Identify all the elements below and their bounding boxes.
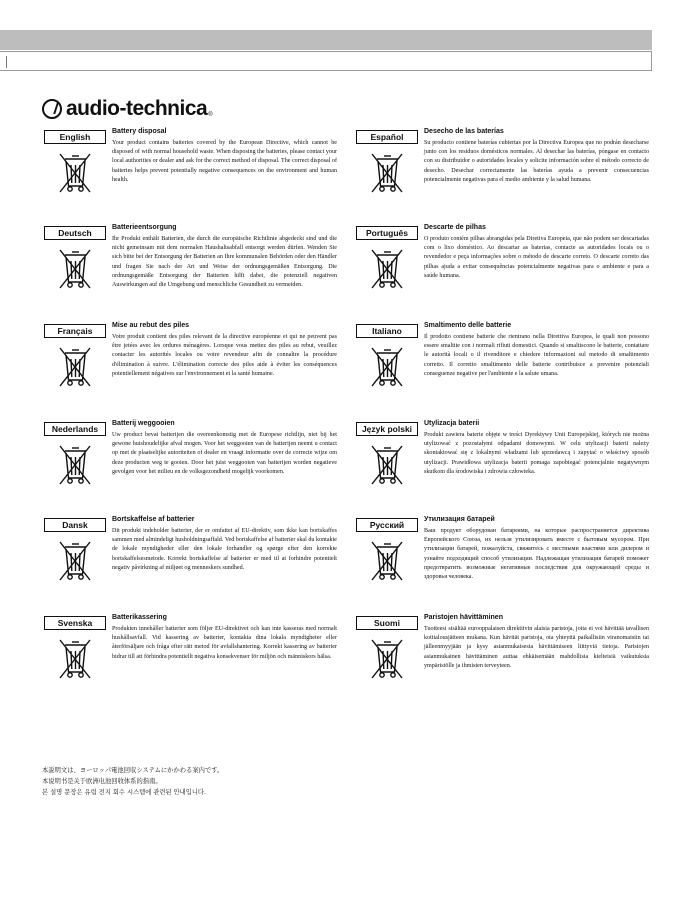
language-label: Nederlands: [44, 422, 106, 436]
section-heading: Утилизация батарей: [424, 516, 495, 523]
language-label: Svenska: [44, 616, 106, 630]
section-body: Il prodotto contiene batterie che rientrano nella Direttiva Europea, le quali non possono essere smaltite con i normali rifiuti domestici. Quando si smaltiscono le batterie, contattare le autorità locali o il rivenditore e chiedere informazioni sul metodo di smaltimento corretto. Il corretto smaltimento delle batterie contribuisce a prevenire potenziali conseguenze negative per l'ambiente e la salute umana.: [424, 334, 649, 377]
section-heading: Mise au rebut des piles: [112, 322, 190, 329]
language-label: English: [44, 130, 106, 144]
section-body: Your product contains batteries covered by the European Directive, which cannot be disposed of with normal household waste. When disposing the batteries, please contact your local authorities or dealer and ask for the correct method of disposal. The correct disposal of batteries helps prevent potentially negative consequences on the environment and human health.: [112, 140, 337, 183]
section-heading: Smaltimento delle batterie: [424, 322, 512, 329]
header-bar: [0, 30, 652, 50]
audio-technica-logo-icon: [42, 99, 62, 119]
crossed-out-wheelie-bin-icon: [368, 246, 406, 292]
section-body: Ihr Produkt enthält Batterien, die durch die europäische Richtlinie abgedeckt sind und die nicht gemeinsam mit dem normalen Haushaltsabfall entsorgt werden dürfen. Wenden Sie sich bitte bei der Entsorgung der Batterien an Ihre kommunalen Behörden oder den Händler und fragen Sie nach der Art und Weise der ordnungsgemäßen Entsorgung. Die ordnungsgemäße Entsorgung der Batterien hilft dabei, die potenziell negativen Auswirkungen auf die Umgebung und menschliche Gesundheit zu vermeiden.: [112, 236, 337, 289]
language-label: Dansk: [44, 518, 106, 532]
crossed-out-wheelie-bin-icon: [368, 538, 406, 584]
language-label: Deutsch: [44, 226, 106, 240]
crossed-out-wheelie-bin-icon: [56, 150, 94, 196]
section-heading: Batterieentsorgung: [112, 224, 177, 231]
section-body: Dit produkt indeholder batterier, der er omfattet af EU-direktiv, som ikke kan bortskaffes sammen med almindeligt husholdningsaffald. Ved bortskaffelse af batterier skal du kontakte de lokale myndigheder eller den lokale forhandler og spørge efter den korrekte bortskaffelsesmetode. Korrekt bortskaffelse af batterier er med til at forhindre potentielt negativ påvirkning af miljøet og menneskers sundhed.: [112, 528, 337, 571]
section-heading: Batterij weggooien: [112, 420, 175, 427]
language-label: Español: [356, 130, 418, 144]
crossed-out-wheelie-bin-icon: [56, 636, 94, 682]
crossed-out-wheelie-bin-icon: [56, 538, 94, 584]
registered-mark: ®: [208, 112, 213, 118]
brand-name: audio-technica: [66, 97, 208, 120]
subheader-bar: [0, 51, 652, 71]
crossed-out-wheelie-bin-icon: [368, 150, 406, 196]
section-heading: Batterikassering: [112, 614, 167, 621]
section-body: Produkten innehåller batterier som följer EU-direktivet och kan inte kasseras med normalt hushållsavfall. Vid kassering av batterier, kontakta dina lokala myndigheter eller återförsäljare och fråga efter rätt metod för avfallshantering. Korrekt kassering av batterier bidrar till att förhindra potentiellt negativa konsekvenser för miljön och människors hälsa.: [112, 626, 337, 660]
language-label: Português: [356, 226, 418, 240]
footer-note-japanese: 本説明文は、ヨーロッパ電池回収システムにかかわる案内です。: [42, 767, 224, 774]
language-label: Français: [44, 324, 106, 338]
section-body: Tuotteesi sisältää eurooppalaisen direktiivin alaisia paristoja, joita ei voi hävittää tavallisen kotitalousjätteen mukana. Kun hävität paristoja, ota yhteyttä paikallisiin viranomaisiin tai jälleenmyyjään ja kysy asianmukaisesta hävittämiseen liittyviä tietoja. Paristojen asianmukainen hävittäminen auttaa ehkäisemään mahdollisia kielteisiä vaikutuksia ympäristölle ja ihmisten terveyteen.: [424, 626, 649, 669]
language-label: Italiano: [356, 324, 418, 338]
brand-logo: [42, 97, 213, 121]
crossed-out-wheelie-bin-icon: [56, 246, 94, 292]
crossed-out-wheelie-bin-icon: [56, 344, 94, 390]
section-heading: Utylizacja baterii: [424, 420, 480, 427]
crossed-out-wheelie-bin-icon: [368, 344, 406, 390]
language-label: Suomi: [356, 616, 418, 630]
language-label: Język polski: [356, 422, 418, 436]
section-body: O produto contém pilhas abrangidas pela Diretiva Europeia, que não podem ser descartadas com o lixo doméstico. Ao descartar as baterias, contacte as autoridades locais ou o revendedor e peça informações sobre o método de descarte correto. O descarte correto das pilhas ajuda a evitar consequências potencialmente negativas para o ambiente e para a saúde humana.: [424, 236, 649, 279]
section-body: Ваш продукт оборудован батареями, на которые распространяется директива Европейского Союза, их нельзя утилизировать вместе с бытовым мусором. При утилизации батарей, пожалуйста, свяжитесь с местными властями или дилером и узнайте подходящий способ утилизации. Надлежащая утилизация батарей поможет предотвратить возможные негативные последствия для окружающей среды и здоровья человека.: [424, 528, 649, 581]
section-body: Votre produit contient des piles relevant de la directive européenne et qui ne peuvent pas être jetées avec les ordures ménagères. Lorsque vous mettez des piles au rebut, veuillez contacter les autorités locales ou votre revendeur afin de connaître la procédure d'élimination à suivre. L'élimination correcte des piles aide à éviter les conséquences potentiellement négatives sur l'environnement et la santé humaine.: [112, 334, 337, 377]
section-heading: Desecho de las baterías: [424, 128, 504, 135]
section-body: Su producto contiene baterías cubiertas por la Directiva Europea que no podrán desecharse junto con los residuos domésticos normales. Al desechar las baterías, póngase en contacto con su distribuidor o autoridades locales y solicite información sobre el método correcto de desecho. Desechar correctamente las baterías ayuda a prevenir consecuencias potencialmente negativas para el medio ambiente y la salud humana.: [424, 140, 649, 183]
section-body: Uw product bevat batterijen die overeenkomstig met de Europese richtlijn, niet bij het gewone huishoudelijke afval mogen. Voor het weggooien van de batterijen neemt u contact op met de plaatselijke autoriteiten of dealer en vraagt informatie over de correcte wijze om deze producten weg te gooien. Door het juist weggooien van batterijen worden negatieve gevolgen voor het milieu en de volksgezondheid mogelijk voorkomen.: [112, 432, 337, 475]
section-heading: Bortskaffelse af batterier: [112, 516, 195, 523]
section-heading: Battery disposal: [112, 128, 167, 135]
footer-note-chinese: 本说明书是关于欧洲电池回收体系的指南。: [42, 778, 162, 785]
subheader-divider: [6, 56, 7, 68]
crossed-out-wheelie-bin-icon: [368, 636, 406, 682]
section-heading: Paristojen hävittäminen: [424, 614, 503, 621]
crossed-out-wheelie-bin-icon: [56, 442, 94, 488]
language-label: Русский: [356, 518, 418, 532]
section-body: Produkt zawiera baterie objęte w treści Dyrektywy Unii Europejskiej, których nie można utylizować z pozostałymi odpadami domowymi. W celu utylizacji baterii należy skontaktować się z lokalnymi władzami lub sprzedawcą i zapytać o właściwy sposób utylizacji. Prawidłowa utylizacja baterii pomaga zapobiegać potencjalnie negatywnym skutkom dla środowiska i zdrowia człowieka.: [424, 432, 649, 475]
crossed-out-wheelie-bin-icon: [368, 442, 406, 488]
footer-note-korean: 본 설명 문장은 유럽 전지 회수 시스템에 관련된 안내입니다.: [42, 789, 207, 796]
section-heading: Descarte de pilhas: [424, 224, 486, 231]
